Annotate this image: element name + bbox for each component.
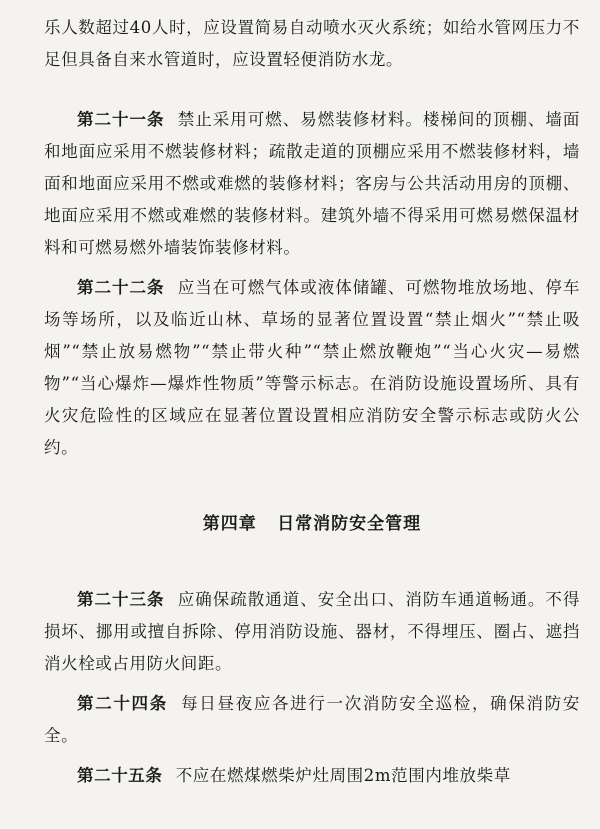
article-21-text: 禁止采用可燃、易燃装修材料。楼梯间的顶棚、墙面和地面应采用不燃装修材料；疏散走道的顶棚应采用不燃装修材料，墙面和地面应采用不燃或难燃的装修材料；客房与公共活动用房的顶棚、地面应采用不燃或难燃的装修材料。建筑外墙不得采用可燃易燃保温材料和可燃易燃外墙装饰装修材料。 — [44, 110, 580, 257]
article-24-label: 第二十四条 — [77, 694, 168, 713]
article-21-label: 第二十一条 — [77, 110, 165, 129]
chapter-title: 日常消防安全管理 — [277, 514, 422, 534]
chapter-number: 第四章 — [202, 514, 257, 534]
article-24 — [44, 688, 580, 752]
article-23-label: 第二十三条 — [77, 590, 165, 609]
article-22-label: 第二十二条 — [77, 278, 165, 297]
article-21 — [44, 104, 580, 264]
chapter-heading — [44, 508, 580, 540]
article-23-text: 应确保疏散通道、安全出口、消防车通道畅通。不得损坏、挪用或擅自拆除、停用消防设施、器材，不得埋压、圈占、遮挡消火栓或占用防火间距。 — [44, 590, 580, 673]
document-page — [44, 0, 580, 792]
article-25-text: 不应在燃煤燃柴炉灶周围2m范围内堆放柴草 — [175, 766, 511, 785]
article-25-label: 第二十五条 — [77, 766, 163, 785]
article-25 — [44, 760, 580, 792]
article-22 — [44, 272, 580, 464]
article-24-text: 每日昼夜应各进行一次消防安全巡检，确保消防安全。 — [44, 694, 580, 745]
continuation-paragraph: 乐人数超过40人时，应设置简易自动喷水灭火系统；如给水管网压力不足但具备自来水管道时，应设置轻便消防水龙。 — [44, 18, 580, 69]
article-22-text: 应当在可燃气体或液体储罐、可燃物堆放场地、停车场等场所，以及临近山林、草场的显著位置设置“禁止烟火”“禁止吸烟”“禁止放易燃物”“禁止带火种”“禁止燃放鞭炮”“当心火灾—易燃物”“当心爆炸—爆炸性物质”等警示标志。在消防设施设置场所、具有火灾危险性的区域应在显著位置设置相应消防安全警示标志或防火公约。 — [44, 278, 580, 457]
article-23 — [44, 584, 580, 680]
